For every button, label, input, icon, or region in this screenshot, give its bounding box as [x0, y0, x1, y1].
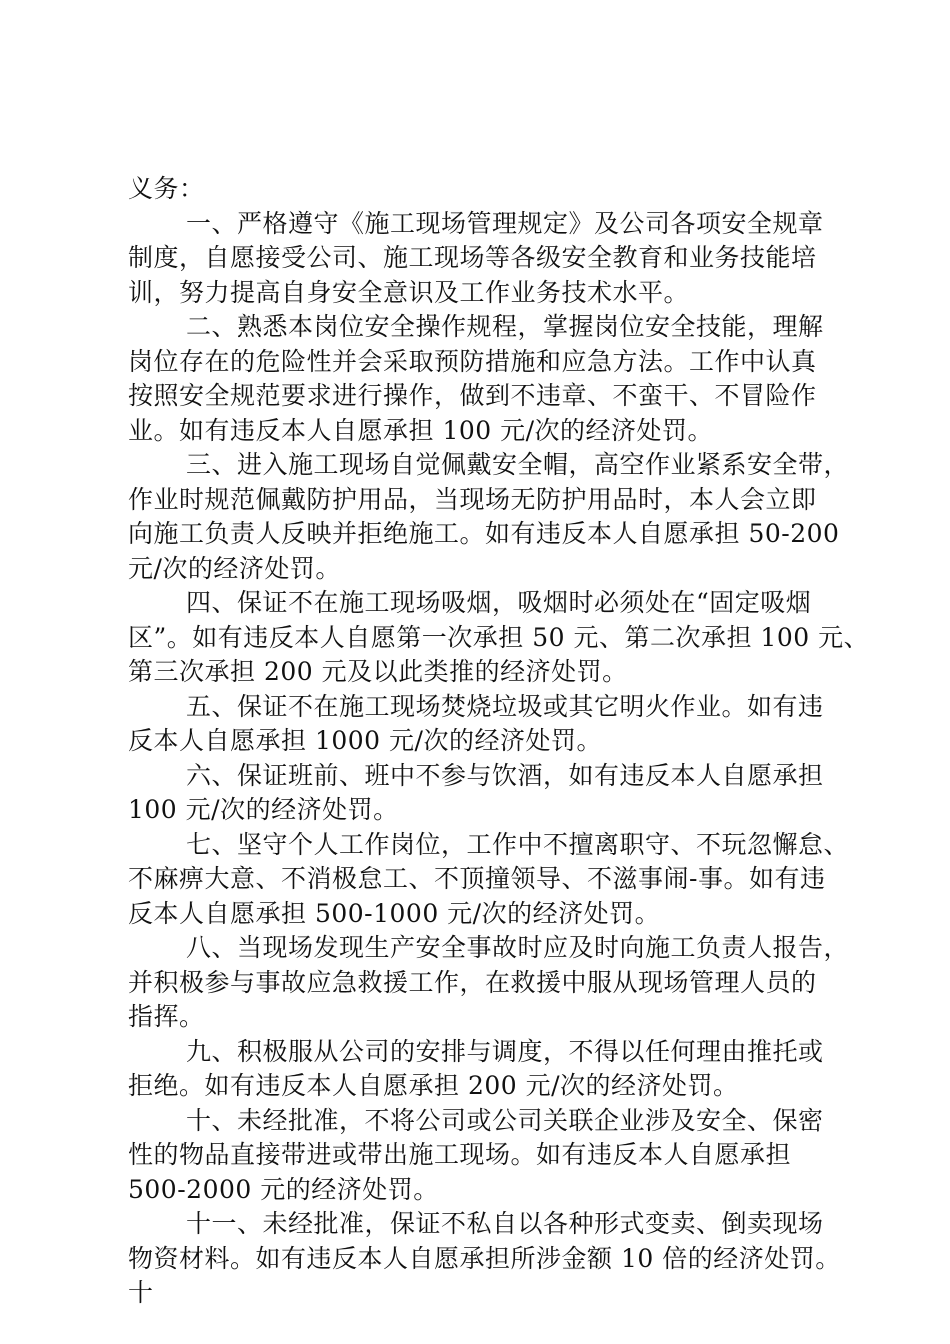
document-line: 八、当现场发现生产安全事故时应及时向施工负责人报告， — [186, 933, 850, 962]
document-line: 元/次的经济处罚。 — [128, 553, 341, 583]
document-line: 500-2000 元的经济处罚。 — [128, 1174, 439, 1204]
document-line: 反本人自愿承担 500-1000 元/次的经济处罚。 — [128, 898, 661, 928]
document-line: 区”。如有违反本人自愿第一次承担 50 元、第二次承担 100 元、 — [128, 622, 870, 652]
document-line: 反本人自愿承担 1000 元/次的经济处罚。 — [128, 726, 602, 755]
document-line: 性的物品直接带进或带出施工现场。如有违反本人自愿承担 — [128, 1140, 792, 1169]
document-line: 六、保证班前、班中不参与饮酒，如有违反本人自愿承担 — [186, 760, 824, 790]
document-line: 第三次承担 200 元及以此类推的经济处罚。 — [128, 657, 628, 686]
document-line: 二、熟悉本岗位安全操作规程，掌握岗位安全技能，理解 — [186, 312, 824, 341]
document-line: 指挥。 — [128, 1002, 205, 1031]
document-line: 五、保证不在施工现场焚烧垃圾或其它明火作业。如有违 — [186, 691, 824, 721]
document-line: 物资材料。如有违反本人自愿承担所涉金额 10 倍的经济处罚。 — [128, 1243, 841, 1273]
document-line: 三、进入施工现场自觉佩戴安全帽，高空作业紧系安全带， — [186, 450, 850, 479]
document-body — [128, 172, 870, 1311]
document-line: 岗位存在的危险性并会采取预防措施和应急方法。工作中认真 — [128, 346, 817, 376]
document-line: 十 — [128, 1278, 154, 1307]
document-line: 一、严格遵守《施工现场管理规定》及公司各项安全规章 — [186, 208, 824, 238]
document-line: 100 元/次的经济处罚。 — [128, 795, 399, 824]
document-line: 四、保证不在施工现场吸烟，吸烟时必须处在“固定吸烟 — [186, 588, 812, 617]
document-line: 拒绝。如有违反本人自愿承担 200 元/次的经济处罚。 — [128, 1071, 739, 1100]
document-line: 训，努力提高自身安全意识及工作业务技术水平。 — [128, 277, 690, 307]
document-line: 制度，自愿接受公司、施工现场等各级安全教育和业务技能培 — [128, 243, 817, 272]
document-line: 按照安全规范要求进行操作，做到不违章、不蛮干、不冒险作 — [128, 381, 817, 410]
document-line: 不麻痹大意、不消极怠工、不顶撞领导、不滋事闹-事。如有违 — [128, 864, 826, 893]
document-line: 七、坚守个人工作岗位，工作中不擅离职守、不玩忽懈怠、 — [186, 829, 850, 859]
document-line: 业。如有违反本人自愿承担 100 元/次的经济处罚。 — [128, 415, 714, 445]
document-line: 九、积极服从公司的安排与调度，不得以任何理由推托或 — [186, 1036, 824, 1066]
document-line: 十、未经批准，不将公司或公司关联企业涉及安全、保密 — [186, 1105, 824, 1135]
document-line: 十一、未经批准，保证不私自以各种形式变卖、倒卖现场 — [186, 1209, 824, 1238]
document-line: 向施工负责人反映并拒绝施工。如有违反本人自愿承担 50-200 — [128, 519, 840, 548]
document-line: 并积极参与事故应急救援工作，在救援中服从现场管理人员的 — [128, 967, 817, 997]
document-line: 作业时规范佩戴防护用品，当现场无防护用品时，本人会立即 — [128, 484, 817, 514]
document-line: 义务： — [128, 174, 205, 203]
